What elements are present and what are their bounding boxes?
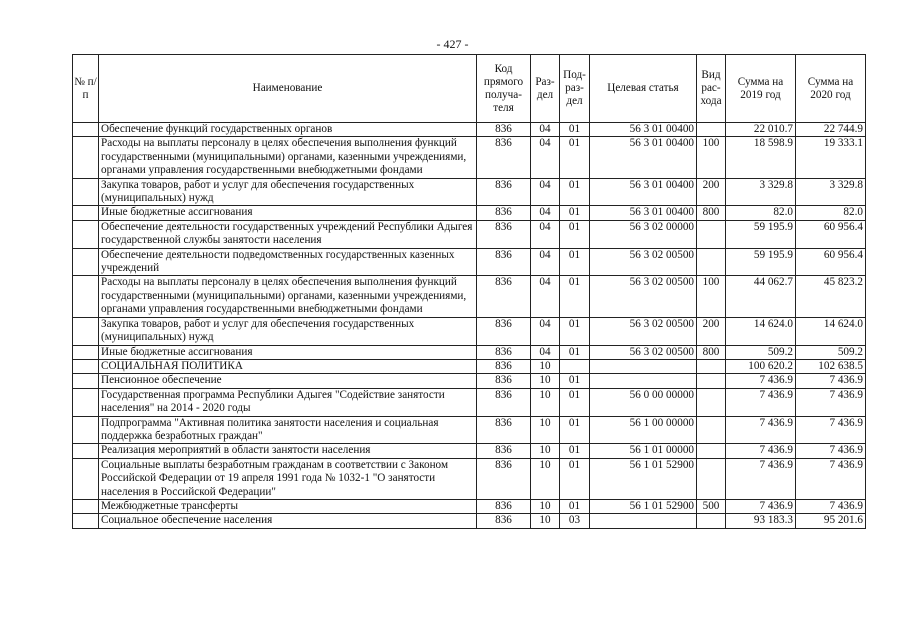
row-sum-2020: 7 436.9 [796,416,866,444]
row-sum-2020: 7 436.9 [796,458,866,499]
row-sum-2020: 19 333.1 [796,137,866,178]
row-number [73,123,99,137]
row-target-article: 56 3 02 00500 [590,345,697,359]
row-target-article: 56 0 00 00000 [590,388,697,416]
header-name: Наименование [99,55,477,123]
row-sum-2019: 18 598.9 [726,137,796,178]
row-subsection: 01 [560,444,590,458]
row-recipient-code: 836 [477,458,531,499]
row-section: 10 [531,444,560,458]
row-recipient-code: 836 [477,444,531,458]
row-recipient-code: 836 [477,317,531,345]
row-section: 04 [531,276,560,317]
row-subsection: 01 [560,123,590,137]
row-number [73,359,99,373]
row-sum-2020: 7 436.9 [796,499,866,513]
row-section: 04 [531,123,560,137]
row-section: 04 [531,178,560,206]
row-name: Государственная программа Республики Адыгея "Содействие занятости населения" на 2014 - 2020 годы [99,388,477,416]
row-name: Обеспечение деятельности государственных учреждений Республики Адыгея государственной службы занятости населения [99,220,477,248]
row-target-article: 56 3 02 00500 [590,317,697,345]
table-row [73,178,866,206]
row-recipient-code: 836 [477,248,531,276]
row-section: 04 [531,206,560,220]
row-recipient-code: 836 [477,220,531,248]
row-number [73,276,99,317]
row-number [73,514,99,528]
header-article: Целевая статья [590,55,697,123]
table-body [73,123,866,529]
row-sum-2020: 60 956.4 [796,248,866,276]
header-sum-2019: Сумма на 2019 год [726,55,796,123]
row-section: 10 [531,514,560,528]
table-row [73,206,866,220]
row-sum-2019: 22 010.7 [726,123,796,137]
row-sum-2020: 22 744.9 [796,123,866,137]
table-row [73,374,866,388]
row-recipient-code: 836 [477,374,531,388]
row-subsection: 01 [560,388,590,416]
row-expense-type [697,220,726,248]
row-subsection: 01 [560,458,590,499]
row-sum-2019: 59 195.9 [726,248,796,276]
row-recipient-code: 836 [477,359,531,373]
row-expense-type: 800 [697,345,726,359]
header-section: Раз-дел [531,55,560,123]
row-expense-type [697,458,726,499]
row-target-article: 56 3 01 00400 [590,137,697,178]
row-subsection: 01 [560,220,590,248]
row-recipient-code: 836 [477,514,531,528]
table-row [73,514,866,528]
row-sum-2019: 82.0 [726,206,796,220]
row-section: 04 [531,345,560,359]
row-expense-type: 200 [697,178,726,206]
row-expense-type [697,444,726,458]
row-target-article: 56 3 02 00000 [590,220,697,248]
row-name: Подпрограмма "Активная политика занятости населения и социальная поддержка безработных граждан" [99,416,477,444]
row-name: Иные бюджетные ассигнования [99,345,477,359]
row-expense-type: 500 [697,499,726,513]
row-sum-2019: 7 436.9 [726,458,796,499]
row-expense-type [697,416,726,444]
table-row [73,220,866,248]
row-section: 04 [531,317,560,345]
row-expense-type [697,374,726,388]
row-recipient-code: 836 [477,388,531,416]
row-number [73,220,99,248]
row-subsection: 01 [560,276,590,317]
row-sum-2020: 82.0 [796,206,866,220]
row-number [73,458,99,499]
row-section: 04 [531,248,560,276]
row-sum-2020: 60 956.4 [796,220,866,248]
header-sum-2020: Сумма на 2020 год [796,55,866,123]
row-subsection: 01 [560,206,590,220]
table-row [73,499,866,513]
row-subsection: 03 [560,514,590,528]
header-subsection: Под-раз-дел [560,55,590,123]
row-number [73,137,99,178]
row-section: 10 [531,388,560,416]
row-expense-type [697,514,726,528]
row-recipient-code: 836 [477,137,531,178]
row-expense-type: 100 [697,276,726,317]
row-expense-type [697,248,726,276]
row-target-article: 56 3 02 00500 [590,248,697,276]
row-target-article [590,359,697,373]
row-expense-type [697,388,726,416]
row-subsection: 01 [560,345,590,359]
row-name: Расходы на выплаты персоналу в целях обеспечения выполнения функций государственными (муниципальными) органами, казенными учреждениями, органами управления государственными внебюджетными фондами [99,137,477,178]
row-expense-type: 800 [697,206,726,220]
row-target-article: 56 1 00 00000 [590,416,697,444]
row-section: 10 [531,499,560,513]
row-target-article: 56 1 01 52900 [590,499,697,513]
row-number [73,444,99,458]
row-name: Закупка товаров, работ и услуг для обеспечения государственных (муниципальных) нужд [99,178,477,206]
row-sum-2019: 7 436.9 [726,416,796,444]
table-row [73,345,866,359]
table-row [73,388,866,416]
row-target-article: 56 1 01 52900 [590,458,697,499]
row-expense-type [697,123,726,137]
row-number [73,416,99,444]
row-subsection: 01 [560,137,590,178]
row-name: Обеспечение функций государственных органов [99,123,477,137]
table-row [73,416,866,444]
row-sum-2019: 7 436.9 [726,388,796,416]
row-sum-2019: 44 062.7 [726,276,796,317]
budget-table [72,54,866,529]
row-recipient-code: 836 [477,416,531,444]
row-expense-type: 100 [697,137,726,178]
row-name: СОЦИАЛЬНАЯ ПОЛИТИКА [99,359,477,373]
row-section: 10 [531,359,560,373]
row-section: 10 [531,458,560,499]
row-subsection: 01 [560,374,590,388]
row-number [73,178,99,206]
row-section: 10 [531,374,560,388]
row-sum-2019: 93 183.3 [726,514,796,528]
table-header [73,55,866,123]
page-number: - 427 - [436,37,469,51]
row-sum-2020: 95 201.6 [796,514,866,528]
row-recipient-code: 836 [477,499,531,513]
row-sum-2020: 3 329.8 [796,178,866,206]
row-recipient-code: 836 [477,206,531,220]
row-subsection [560,359,590,373]
row-sum-2019: 3 329.8 [726,178,796,206]
row-name: Социальное обеспечение населения [99,514,477,528]
row-name: Межбюджетные трансферты [99,499,477,513]
row-number [73,317,99,345]
row-target-article [590,514,697,528]
row-name: Реализация мероприятий в области занятости населения [99,444,477,458]
row-name: Социальные выплаты безработным гражданам в соответствии с Законом Российской Федерации от 19 апреля 1991 года № 1032-1 "О занятости населения в Российской Федерации" [99,458,477,499]
row-number [73,345,99,359]
table-row [73,123,866,137]
row-recipient-code: 836 [477,178,531,206]
row-subsection: 01 [560,248,590,276]
row-sum-2019: 7 436.9 [726,444,796,458]
row-sum-2020: 14 624.0 [796,317,866,345]
header-code: Код прямого получа-теля [477,55,531,123]
row-sum-2020: 7 436.9 [796,444,866,458]
table-row [73,359,866,373]
row-subsection: 01 [560,499,590,513]
row-sum-2020: 45 823.2 [796,276,866,317]
table-row [73,276,866,317]
row-recipient-code: 836 [477,123,531,137]
row-number [73,248,99,276]
row-number [73,374,99,388]
row-subsection: 01 [560,317,590,345]
row-sum-2020: 509.2 [796,345,866,359]
row-sum-2019: 100 620.2 [726,359,796,373]
row-target-article: 56 3 01 00400 [590,206,697,220]
row-expense-type [697,359,726,373]
table-row [73,248,866,276]
row-target-article: 56 3 02 00500 [590,276,697,317]
row-subsection: 01 [560,416,590,444]
row-name: Закупка товаров, работ и услуг для обеспечения государственных (муниципальных) нужд [99,317,477,345]
row-target-article: 56 3 01 00400 [590,178,697,206]
row-recipient-code: 836 [477,345,531,359]
row-target-article: 56 1 01 00000 [590,444,697,458]
row-sum-2019: 509.2 [726,345,796,359]
row-number [73,388,99,416]
row-sum-2019: 59 195.9 [726,220,796,248]
row-name: Обеспечение деятельности подведомственных государственных казенных учреждений [99,248,477,276]
header-num: № п/п [73,55,99,123]
row-name: Расходы на выплаты персоналу в целях обеспечения выполнения функций государственными (муниципальными) органами, казенными учреждениями, органами управления государственными внебюджетными фондами [99,276,477,317]
row-section: 10 [531,416,560,444]
row-sum-2020: 102 638.5 [796,359,866,373]
table-row [73,137,866,178]
row-target-article [590,374,697,388]
row-section: 04 [531,220,560,248]
row-sum-2019: 14 624.0 [726,317,796,345]
row-sum-2020: 7 436.9 [796,374,866,388]
table-row [73,444,866,458]
row-sum-2019: 7 436.9 [726,374,796,388]
table-row [73,458,866,499]
table-row [73,317,866,345]
row-recipient-code: 836 [477,276,531,317]
row-number [73,206,99,220]
row-sum-2020: 7 436.9 [796,388,866,416]
row-subsection: 01 [560,178,590,206]
header-expense-type: Вид рас-хода [697,55,726,123]
row-expense-type: 200 [697,317,726,345]
row-number [73,499,99,513]
row-sum-2019: 7 436.9 [726,499,796,513]
row-section: 04 [531,137,560,178]
row-name: Иные бюджетные ассигнования [99,206,477,220]
row-name: Пенсионное обеспечение [99,374,477,388]
row-target-article: 56 3 01 00400 [590,123,697,137]
